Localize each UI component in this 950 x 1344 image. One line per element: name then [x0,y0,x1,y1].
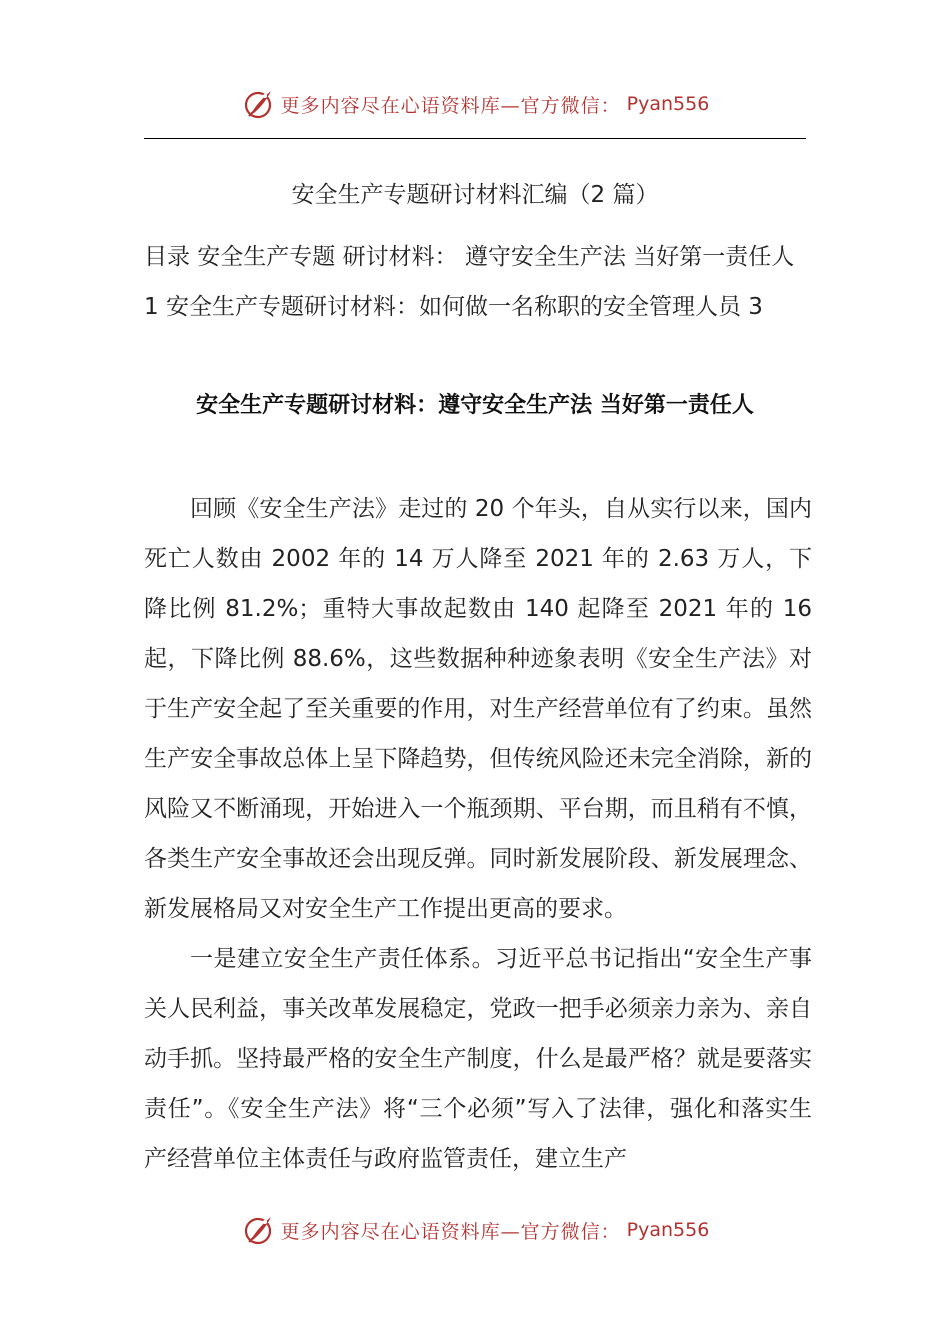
body-paragraph: 一是建立安全生产责任体系。习近平总书记指出“安全生产事关人民利益，事关改革发展稳定，党政一把手必须亲力亲为、亲自动手抓。坚持最严格的安全生产制度，什么是最严格？就是要落实责任”。《安全生产法》将“三个必须”写入了法律，强化和落实生产经营单位主体责任与政府监管责任，建立生产 [144,946,812,1172]
quill-logo-icon [241,87,275,121]
footer-wechat-id: Pyan556 [626,1219,710,1241]
section-heading: 安全生产专题研讨材料：遵守安全生产法 当好第一责任人 [196,393,754,418]
header-banner-text: 更多内容尽在心语资料库—官方微信： [280,94,621,117]
document-body [144,484,812,1184]
body-paragraph: 回顾《安全生产法》走过的 20 个年头，自从实行以来，国内死亡人数由 2002 年的 14 万人降至 2021 年的 2.63 万人，下降比例 81.2%；重特大事故起数由 140 起降至 2021 年的 16 起，下降比例 88.6%，这些数据种种迹象表明《安全生产法》对于生产安全起了至关重要的作用，对生产经营单位有了约束。虽然生产安全事故总体上呈下降趋势，但传统风险还未完全消除，新的风险又不断涌现，开始进入一个瓶颈期、平台期，而且稍有不慎，各类生产安全事故还会出现反弹。同时新发展阶段、新发展理念、新发展格局又对安全生产工作提出更高的要求。 [144,496,812,922]
footer-banner-text: 更多内容尽在心语资料库—官方微信： [280,1220,621,1243]
document-title: 安全生产专题研讨材料汇编（2 篇） [291,182,659,208]
header-wechat-id: Pyan556 [626,93,710,115]
footer-banner [0,1210,950,1250]
header-divider [144,138,806,139]
quill-logo-icon [241,1213,275,1247]
table-of-contents: 目录 安全生产专题 研讨材料： 遵守安全生产法 当好第一责任人 1 安全生产专题研讨材料：如何做一名称职的安全管理人员 3 [144,244,795,320]
header-banner [0,84,950,124]
